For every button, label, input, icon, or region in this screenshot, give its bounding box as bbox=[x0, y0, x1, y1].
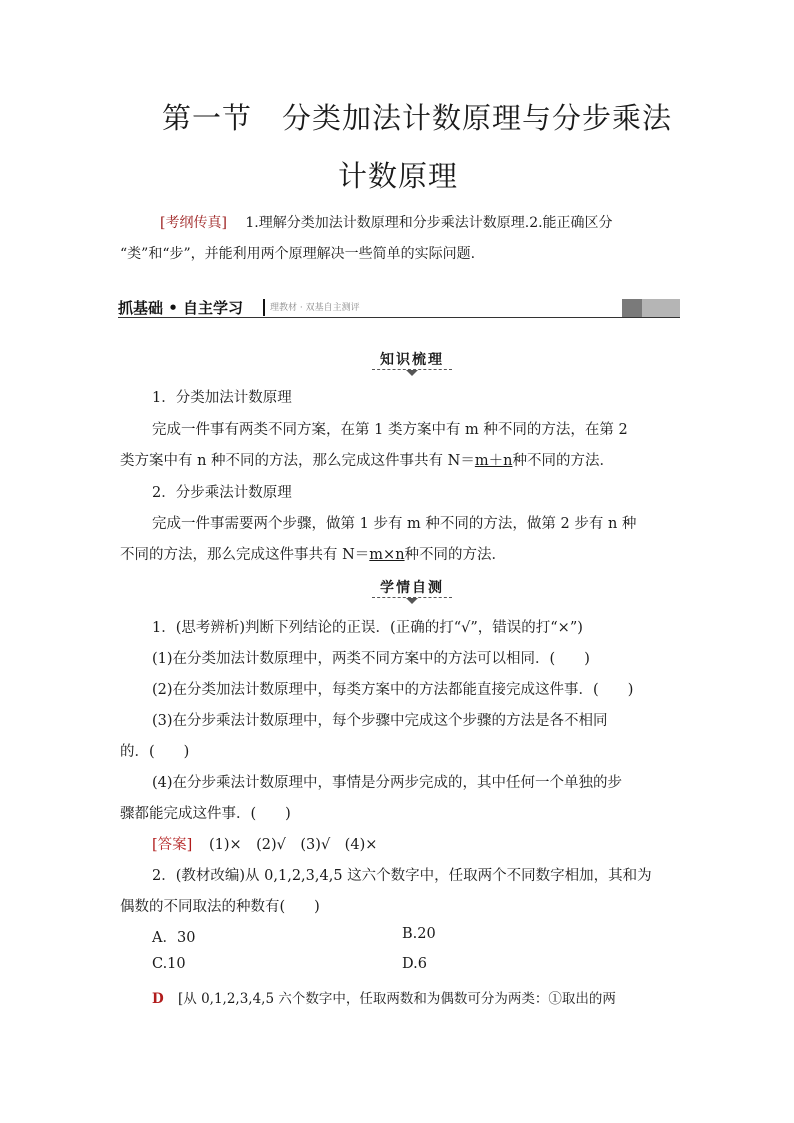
zhishi-item2-line1: 完成一件事需要两个步骤，做第 1 步有 m 种不同的方法，做第 2 步有 n 种 bbox=[152, 516, 637, 532]
question-1-3a: (3)在分步乘法计数原理中，每个步骤中完成这个步骤的方法是各不相同 bbox=[152, 713, 608, 729]
question-1-3b: 的．( ) bbox=[120, 744, 190, 760]
kaogang-line1 bbox=[160, 212, 613, 232]
zhishi-item2-formula: m×n bbox=[369, 547, 405, 563]
question-2b: 偶数的不同取法的种数有( ) bbox=[120, 899, 320, 915]
zhishi-item2-title: 2．分步乘法计数原理 bbox=[152, 485, 292, 501]
kaogang-line2: “类”和“步”，并能利用两个原理解决一些简单的实际问题. bbox=[120, 246, 476, 262]
xueqing-heading-arrow-icon bbox=[406, 598, 418, 604]
question-1-4a: (4)在分步乘法计数原理中，事情是分两步完成的，其中任何一个单独的步 bbox=[152, 775, 623, 791]
kaogang-tag: [考纲传真] bbox=[160, 215, 227, 231]
zhishi-item2-line2-c: 种不同的方法． bbox=[404, 547, 507, 563]
page-title-line1: 第一节 分类加法计数原理与分步乘法 bbox=[162, 101, 673, 135]
zhishi-item1-formula: m＋n bbox=[474, 453, 513, 469]
solution-tag: D bbox=[152, 991, 164, 1007]
solution-line bbox=[152, 987, 616, 1007]
answer-tag: [答案] bbox=[152, 837, 193, 853]
answer-line bbox=[152, 833, 377, 854]
option-b: B.20 bbox=[402, 926, 436, 942]
zhishi-item2-line2-a: 不同的方法，那么完成这件事共有 N＝ bbox=[120, 547, 370, 563]
option-a: A．30 bbox=[152, 930, 196, 946]
option-d: D.6 bbox=[402, 956, 427, 972]
zhishi-item1-line2 bbox=[120, 449, 614, 470]
question-1-4b: 骤都能完成这件事．( ) bbox=[120, 806, 291, 822]
xueqing-heading-text: 学情自测 bbox=[380, 580, 444, 596]
answer-text: (1)× (2)√ (3)√ (4)× bbox=[208, 837, 378, 853]
section-bar-subtitle: 理教材 · 双基自主测评 bbox=[270, 303, 360, 313]
section-bar-rule bbox=[118, 317, 680, 318]
zhishi-heading bbox=[372, 349, 452, 369]
question-1-2: (2)在分类加法计数原理中，每类方案中的方法都能直接完成这件事．( ) bbox=[152, 682, 634, 698]
kaogang-text1: 1.理解分类加法计数原理和分步乘法计数原理.2.能正确区分 bbox=[245, 215, 613, 231]
zhishi-heading-arrow-icon bbox=[406, 370, 418, 376]
section-bar-divider bbox=[263, 299, 265, 316]
page-title-line2: 计数原理 bbox=[338, 159, 459, 193]
section-bar bbox=[118, 298, 680, 318]
question-1-1: (1)在分类加法计数原理中，两类不同方案中的方法可以相同．( ) bbox=[152, 651, 590, 667]
solution-text: [从 0,1,2,3,4,5 六个数字中，任取两数和为偶数可分为两类：①取出的两 bbox=[178, 991, 616, 1007]
question-1: 1．(思考辨析)判断下列结论的正误．(正确的打“√”，错误的打“×”) bbox=[152, 620, 583, 636]
section-bar-light-block bbox=[642, 299, 680, 317]
zhishi-item1-title: 1．分类加法计数原理 bbox=[152, 390, 292, 406]
section-bar-title: 抓基础 • 自主学习 bbox=[118, 299, 244, 317]
xueqing-heading bbox=[372, 577, 452, 597]
zhishi-item1-line2-a: 类方案中有 n 种不同的方法，那么完成这件事共有 N＝ bbox=[120, 453, 475, 469]
option-c: C.10 bbox=[152, 956, 186, 972]
zhishi-item1-line1: 完成一件事有两类不同方案，在第 1 类方案中有 m 种不同的方法，在第 2 bbox=[152, 422, 628, 438]
section-bar-dark-block bbox=[622, 299, 642, 317]
zhishi-item1-line2-c: 种不同的方法． bbox=[512, 453, 614, 469]
question-2a: 2．(教材改编)从 0,1,2,3,4,5 这六个数字中，任取两个不同数字相加，其和为 bbox=[152, 868, 652, 884]
zhishi-heading-text: 知识梳理 bbox=[380, 352, 444, 368]
zhishi-item2-line2 bbox=[120, 543, 506, 564]
